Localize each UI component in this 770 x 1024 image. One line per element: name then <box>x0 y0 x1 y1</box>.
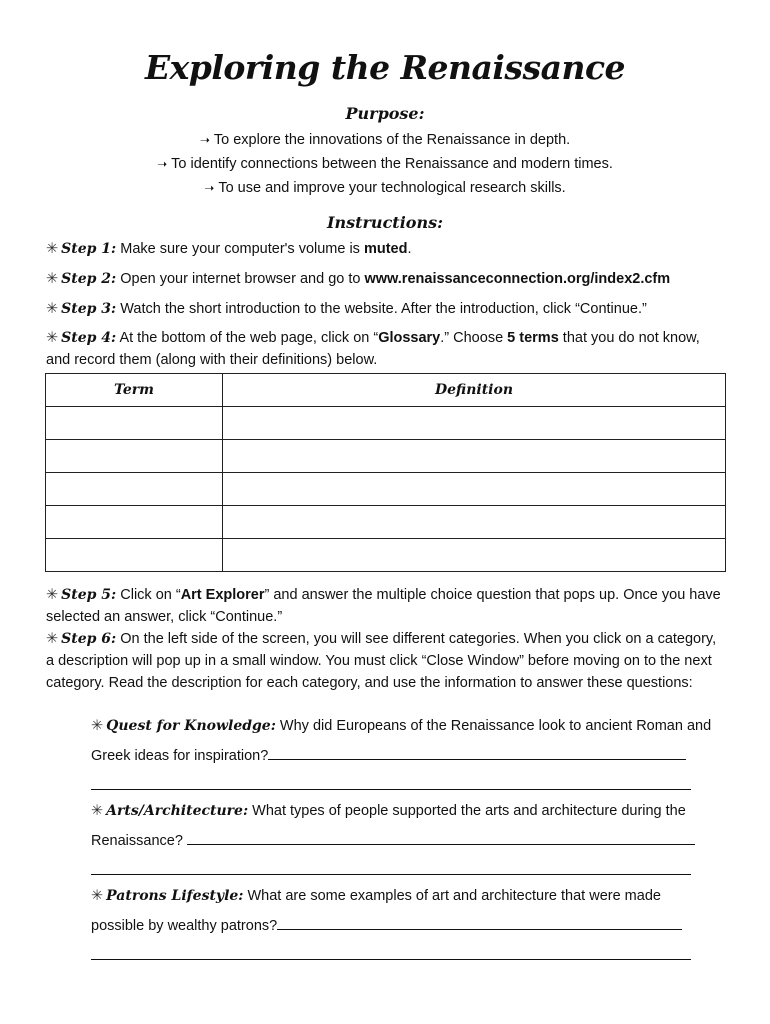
asterisk-icon: ✳ <box>91 803 104 819</box>
definition-cell[interactable] <box>223 539 726 572</box>
table-row <box>46 407 726 440</box>
asterisk-icon: ✳ <box>91 718 104 734</box>
step-3: ✳ Step 3: Watch the short introduction to the website. After the introduction, click “Continue.” <box>46 301 647 317</box>
definition-column-header: Definition <box>223 374 726 407</box>
answer-blank[interactable] <box>277 915 682 930</box>
arrow-icon: ➝ <box>204 181 215 195</box>
purpose-item: ➝ To identify connections between the Renaissance and modern times. <box>157 156 613 172</box>
question-patrons-lifestyle: ✳ Patrons Lifestyle: What are some examples of art and architecture that were made possible by wealthy patrons? <box>91 881 721 971</box>
asterisk-icon: ✳ <box>91 888 104 904</box>
step-2: ✳ Step 2: Open your internet browser and go to www.renaissanceconnection.org/index2.cfm <box>46 271 671 287</box>
asterisk-icon: ✳ <box>46 587 59 603</box>
term-column-header: Term <box>46 374 223 407</box>
term-cell[interactable] <box>46 407 223 440</box>
question-arts-architecture: ✳ Arts/Architecture: What types of people supported the arts and architecture during the Renaissance? <box>91 796 721 886</box>
instructions-heading: Instructions: <box>326 213 443 232</box>
asterisk-icon: ✳ <box>46 330 59 346</box>
answer-blank[interactable] <box>91 775 691 790</box>
answer-blank[interactable] <box>91 945 691 960</box>
step-6: ✳ Step 6: On the left side of the screen, you will see different categories. When you click on a category, a description will pop up in a small window. You must click “Close Window” before moving on to the next category. Read the description for each category, and use the information to answer these questions: <box>46 631 717 691</box>
definition-cell[interactable] <box>223 506 726 539</box>
answer-blank[interactable] <box>91 860 691 875</box>
asterisk-icon: ✳ <box>46 241 59 257</box>
arrow-icon: ➝ <box>157 157 168 171</box>
table-row <box>46 473 726 506</box>
page-title: Exploring the Renaissance <box>144 48 626 87</box>
answer-blank[interactable] <box>268 745 686 760</box>
question-quest-for-knowledge: ✳ Quest for Knowledge: Why did Europeans of the Renaissance look to ancient Roman and Greek ideas for inspiration? <box>91 711 721 801</box>
term-cell[interactable] <box>46 440 223 473</box>
asterisk-icon: ✳ <box>46 301 59 317</box>
step-4: ✳ Step 4: At the bottom of the web page, click on “Glossary.” Choose 5 terms that you do not know, and record them (along with their definitions) below. <box>46 330 700 368</box>
asterisk-icon: ✳ <box>46 271 59 287</box>
step-1: ✳ Step 1: Make sure your computer's volume is muted. <box>46 241 412 257</box>
website-url: www.renaissanceconnection.org/index2.cfm <box>364 271 671 287</box>
term-cell[interactable] <box>46 473 223 506</box>
table-row <box>46 506 726 539</box>
asterisk-icon: ✳ <box>46 631 59 647</box>
arrow-icon: ➝ <box>199 133 210 147</box>
purpose-heading: Purpose: <box>345 104 425 123</box>
glossary-table <box>45 373 726 572</box>
term-cell[interactable] <box>46 506 223 539</box>
term-cell[interactable] <box>46 539 223 572</box>
definition-cell[interactable] <box>223 473 726 506</box>
definition-cell[interactable] <box>223 440 726 473</box>
table-row <box>46 440 726 473</box>
definition-cell[interactable] <box>223 407 726 440</box>
answer-blank[interactable] <box>187 830 695 845</box>
purpose-item: ➝ To explore the innovations of the Renaissance in depth. <box>199 132 571 148</box>
table-row <box>46 539 726 572</box>
table-header-row <box>46 374 726 407</box>
purpose-item: ➝ To use and improve your technological research skills. <box>204 180 566 196</box>
step-5: ✳ Step 5: Click on “Art Explorer” and answer the multiple choice question that pops up. Once you have selected an answer, click “Continue.” <box>46 587 721 625</box>
